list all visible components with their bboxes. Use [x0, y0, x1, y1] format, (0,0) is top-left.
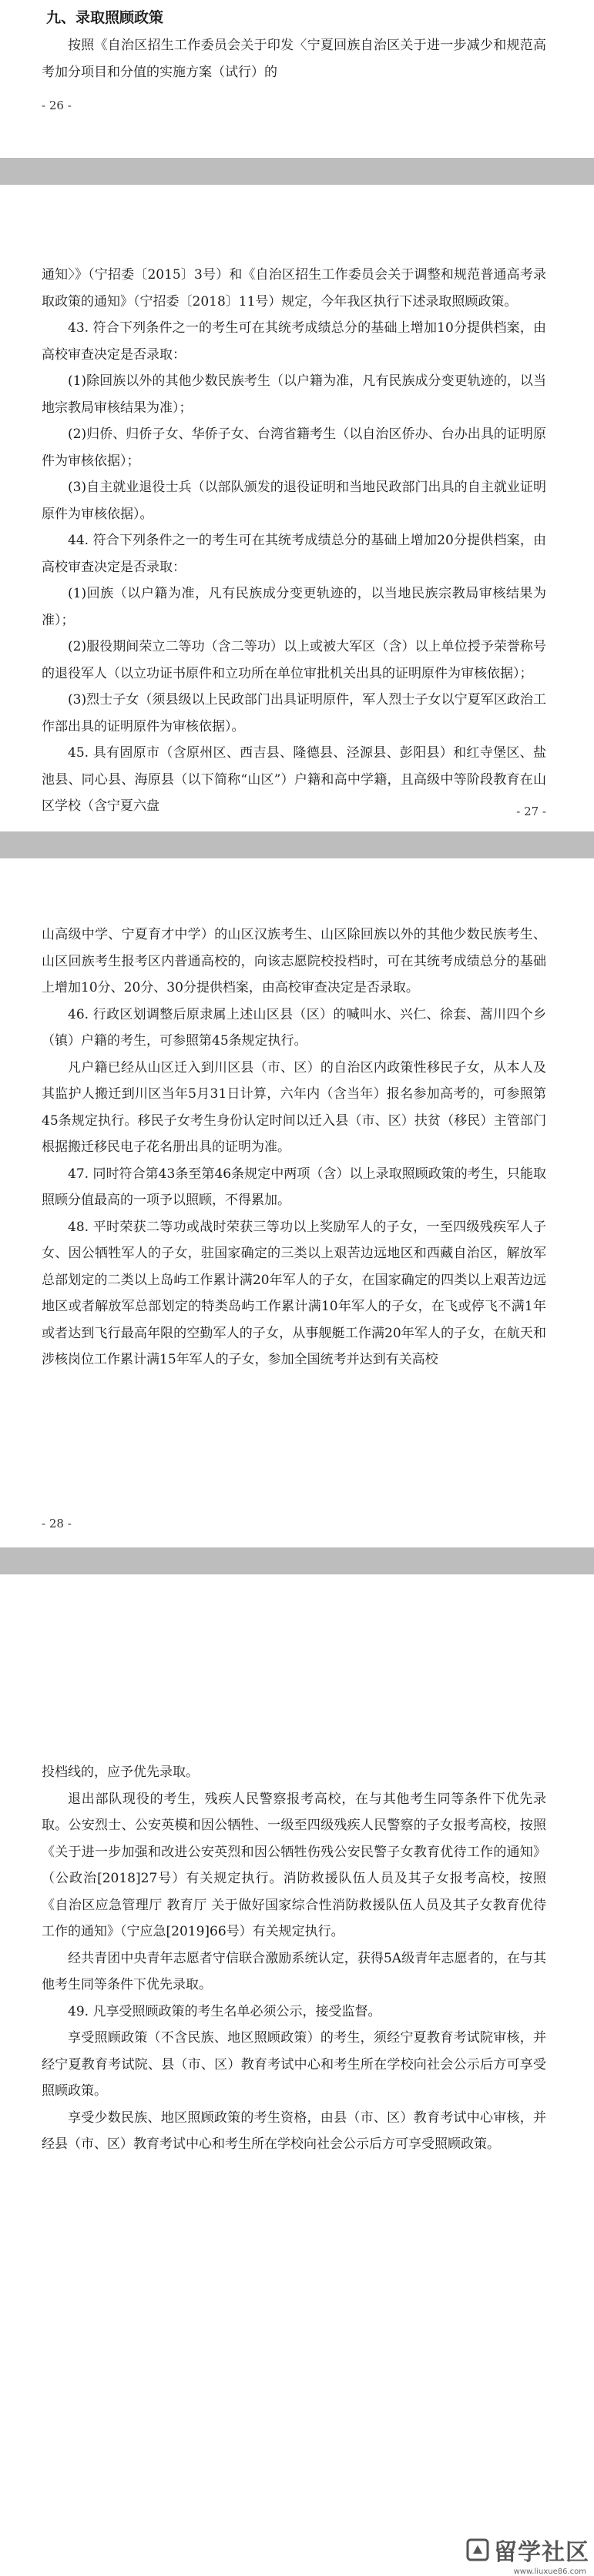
page-gap	[0, 831, 594, 858]
paragraph: 通知〉》（宁招委〔2015〕3号）和《自治区招生工作委员会关于调整和规范普通高考录取政策的通知》（宁招委〔2018〕11号）规定，今年我区执行下述录取照顾政策。	[42, 267, 546, 309]
paragraph: 凡户籍已经从山区迁入到川区县（市、区）的自治区内政策性移民子女，从本人及其监护人搬迁到川区当年5月31日计算，六年内（含当年）报名参加高考的，可参照第45条规定执行。移民子女考生身份认定时间以迁入县（市、区）扶贫（移民）主管部门根据搬迁移民电子花名册出具的证明为准。	[42, 1059, 546, 1155]
watermark-text: 留学社区	[494, 2539, 589, 2566]
page-27	[0, 185, 594, 831]
paragraph: 48. 平时荣获二等功或战时荣获三等功以上奖励军人的子女，一至四级残疾军人子女、因公牺牲军人的子女，驻国家确定的三类以上艰苦边远地区和西藏自治区，解放军总部划定的二类以上岛屿工作累计满20年军人的子女，在国家确定的四类以上艰苦边远地区或者解放军总部划定的特类岛屿工作累计满10年军人的子女，在飞或停飞不满1年或者达到飞行最高年限的空勤军人的子女，从事舰艇工作满20年军人的子女，在航天和涉核岗位工作累计满15年军人的子女，参加全国统考并达到有关高校	[42, 1219, 546, 1367]
paragraph: (3)烈士子女（须县级以上民政部门出具证明原件，军人烈士子女以宁夏军区政治工作部出具的证明原件为审核依据）。	[42, 692, 546, 734]
paragraph: 按照《自治区招生工作委员会关于印发〈宁夏回族自治区关于进一步减少和规范高考加分项目和分值的实施方案（试行）的	[42, 38, 546, 80]
page-gap	[0, 158, 594, 185]
paragraph: 49. 凡享受照顾政策的考生名单必须公示，接受监督。	[68, 2003, 381, 2019]
paragraph: 享受少数民族、地区照顾政策的考生资格，由县（市、区）教育考试中心审核，并经县（市、区）教育考试中心和考生所在学校向社会公示后方可享受照顾政策。	[42, 2109, 546, 2152]
page-26	[0, 0, 594, 158]
page-number: - 28 -	[42, 1517, 72, 1531]
page-number: - 26 -	[42, 99, 72, 112]
paragraph: (2)归侨、归侨子女、华侨子女、台湾省籍考生（以自治区侨办、台办出具的证明原件为审核依据）；	[42, 427, 546, 469]
paragraph: 44. 符合下列条件之一的考生可在其统考成绩总分的基础上增加20分提供档案，由高校审查决定是否录取：	[42, 533, 546, 575]
paragraph: 享受照顾政策（不含民族、地区照顾政策）的考生，须经宁夏教育考试院审核，并经宁夏教育考试院、县（市、区）教育考试中心和考生所在学校向社会公示后方可享受照顾政策。	[42, 2030, 546, 2099]
watermark-logo-icon	[466, 2538, 489, 2561]
paragraph: 经共青团中央青年志愿者守信联合激励系统认定，获得5A级青年志愿者的，在与其他考生同等条件下优先录取。	[42, 1950, 546, 1992]
paragraph: 退出部队现役的考生，残疾人民警察报考高校，在与其他考生同等条件下优先录取。公安烈士、公安英模和因公牺牲、一级至四级残疾人民警察的子女报考高校，按照《关于进一步加强和改进公安英烈和因公牺牲伤残公安民警子女教育优待工作的通知》（公政治[2018]27号）有关规定执行。消防救援队伍人员及其子女报考高校，按照《自治区应急管理厅 教育厅 关于做好国家综合性消防救援队伍人员及其子女教育优待工作的通知》（宁应急[2019]66号）有关规定执行。	[42, 1791, 546, 1939]
paragraph: (1)除回族以外的其他少数民族考生（以户籍为准，凡有民族成分变更轨迹的，以当地宗教局审核结果为准）；	[42, 373, 546, 416]
paragraph: (3)自主就业退役士兵（以部队颁发的退役证明和当地民政部门出具的自主就业证明原件为审核依据）。	[42, 480, 546, 522]
paragraph: (2)服役期间荣立二等功（含二等功）以上或被大军区（含）以上单位授予荣誉称号的退役军人（以立功证书原件和立功所在单位审批机关出具的证明原件为审核依据）；	[42, 639, 546, 681]
page-28	[0, 858, 594, 1547]
page-29	[0, 1574, 594, 2576]
paragraph: (1)回族（以户籍为准，凡有民族成分变更轨迹的，以当地民族宗教局审核结果为准）；	[42, 586, 546, 628]
paragraph: 46. 行政区划调整后原隶属上述山区县（区）的喊叫水、兴仁、徐套、蒿川四个乡（镇）户籍的考生，可参照第45条规定执行。	[42, 1006, 546, 1049]
paragraph: 47. 同时符合第43条至第46条规定中两项（含）以上录取照顾政策的考生，只能取照顾分值最高的一项予以照顾，不得累加。	[42, 1166, 546, 1208]
paragraph: 山高级中学、宁夏育才中学）的山区汉族考生、山区除回族以外的其他少数民族考生、山区回族考生报考区内普通高校的，向该志愿院校投档时，可在其统考成绩总分的基础上增加10分、20分、30分提供档案，由高校审查决定是否录取。	[42, 927, 546, 995]
paragraph: 45. 具有固原市（含原州区、西吉县、隆德县、泾源县、彭阳县）和红寺堡区、盐池县、同心县、海原县（以下简称“山区”）户籍和高中学籍，且高级中等阶段教育在山区学校（含宁夏六盘	[42, 745, 546, 814]
page-number: - 27 -	[516, 805, 546, 818]
site-watermark	[466, 2533, 589, 2567]
paragraph: 43. 符合下列条件之一的考生可在其统考成绩总分的基础上增加10分提供档案，由高校审查决定是否录取：	[42, 320, 546, 363]
paragraph: 投档线的，应予优先录取。	[42, 1765, 199, 1780]
page-gap	[0, 1547, 594, 1574]
watermark-url: www.liuxue86.com	[513, 2568, 586, 2576]
section-title: 九、录取照顾政策	[46, 9, 164, 26]
